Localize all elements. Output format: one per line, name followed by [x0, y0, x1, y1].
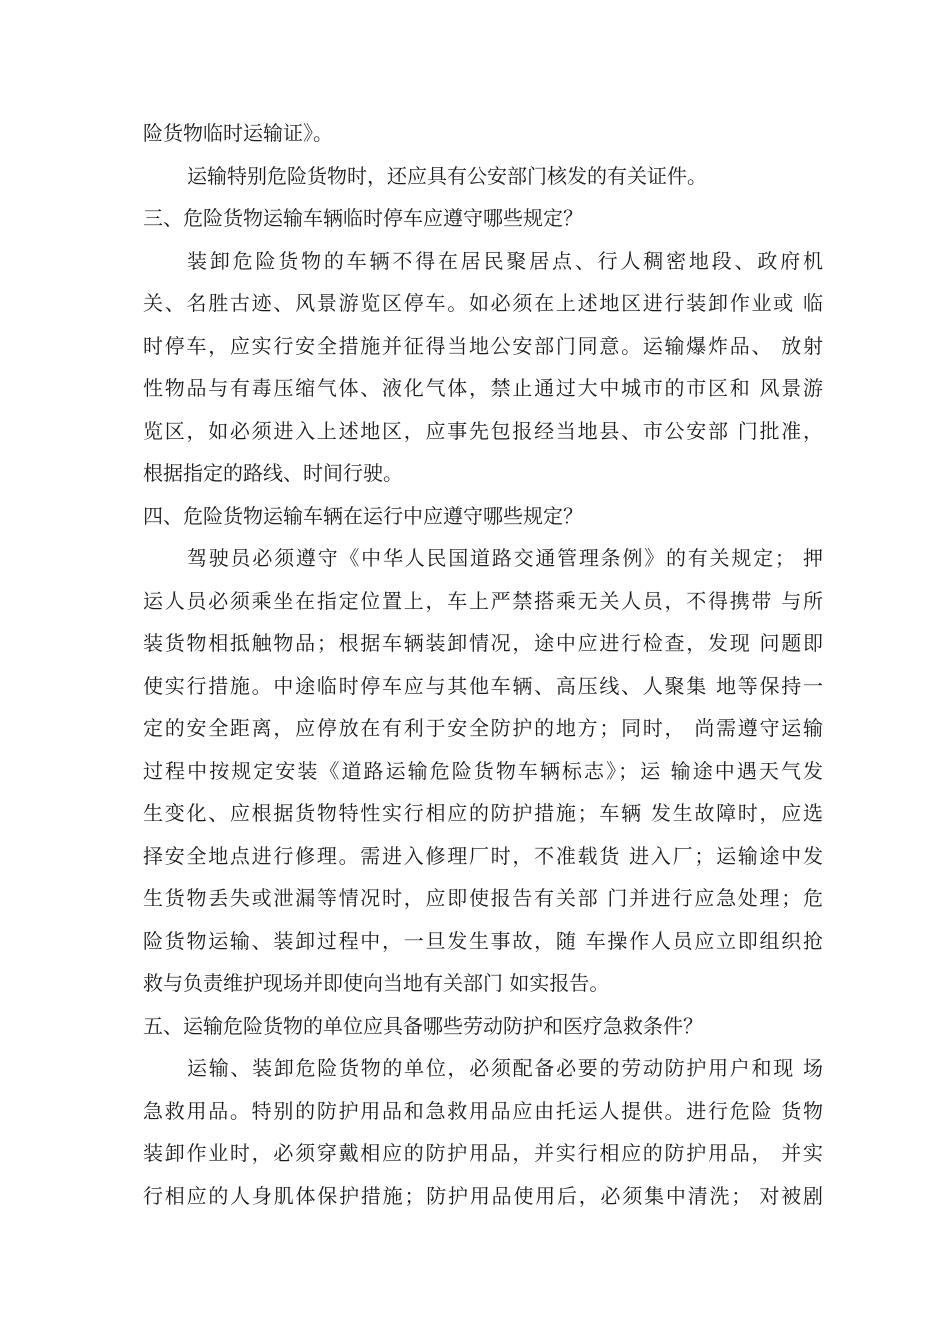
text-line: 险货物运输、装卸过程中，一旦发生事故，随 车操作人员应立即组织抢 [143, 928, 823, 953]
text-line: 览区，如必须进入上述地区，应事先包报经当地县、市公安部 门批准， [143, 418, 823, 443]
text-line: 四、危险货物运输车辆在运行中应遵守哪些规定？ [143, 503, 583, 528]
text-line: 行相应的人身肌体保护措施；防护用品使用后，必须集中清洗； 对被剧 [143, 1183, 823, 1208]
text-line: 五、运输危险货物的单位应具备哪些劳动防护和医疗急救条件？ [143, 1013, 703, 1038]
text-line: 装卸作业时，必须穿戴相应的防护用品，并实行相应的防护用品， 并实 [143, 1141, 823, 1165]
text-line: 生变化、应根据货物特性实行相应的防护措施；车辆 发生故障时，应选 [143, 801, 823, 825]
text-line: 生货物丢失或泄漏等情况时，应即使报告有关部 门并进行应急处理；危 [143, 886, 823, 910]
text-line: 根据指定的路线、时间行驶。 [143, 461, 403, 485]
text-line: 装货物相抵触物品；根据车辆装卸情况，途中应进行检查，发现 问题即 [143, 631, 823, 655]
document-body [143, 112, 823, 1217]
text-line: 定的安全距离，应停放在有利于安全防护的地方；同时， 尚需遵守运输 [143, 716, 823, 740]
text-line: 险货物临时运输证》。 [143, 121, 333, 145]
text-line: 运输、装卸危险货物的单位，必须配备必要的劳动防护用户和现 场 [187, 1056, 823, 1080]
text-line: 使实行措施。中途临时停车应与其他车辆、高压线、人聚集 地等保持一 [143, 673, 823, 698]
text-line: 关、名胜古迹、风景游览区停车。如必须在上述地区进行装卸作业或 临 [143, 291, 823, 315]
text-line: 驾驶员必须遵守《中华人民国道路交通管理条例》的有关规定； 押 [187, 546, 823, 570]
text-line: 运输特别危险货物时，还应具有公安部门核发的有关证件。 [187, 163, 707, 188]
text-line: 救与负责维护现场并即使向当地有关部门 如实报告。 [143, 971, 610, 995]
text-line: 择安全地点进行修理。需进入修理厂时，不准载货 进入厂；运输途中发 [143, 843, 823, 868]
text-line: 性物品与有毒压缩气体、液化气体，禁止通过大中城市的市区和 风景游 [143, 376, 823, 400]
text-line: 急救用品。特别的防护用品和急救用品应由托运人提供。进行危险 货物 [143, 1098, 823, 1123]
text-line: 装卸危险货物的车辆不得在居民聚居点、行人稠密地段、政府机 [187, 248, 823, 273]
text-line: 运人员必须乘坐在指定位置上，车上严禁搭乘无关人员，不得携带 与所 [143, 588, 823, 613]
text-line: 三、危险货物运输车辆临时停车应遵守哪些规定？ [143, 206, 583, 230]
text-line: 过程中按规定安装《道路运输危险货物车辆标志》；运 输途中遇天气发 [143, 758, 823, 783]
text-line: 时停车，应实行安全措施并征得当地公安部门同意。运输爆炸品、 放射 [143, 333, 823, 358]
